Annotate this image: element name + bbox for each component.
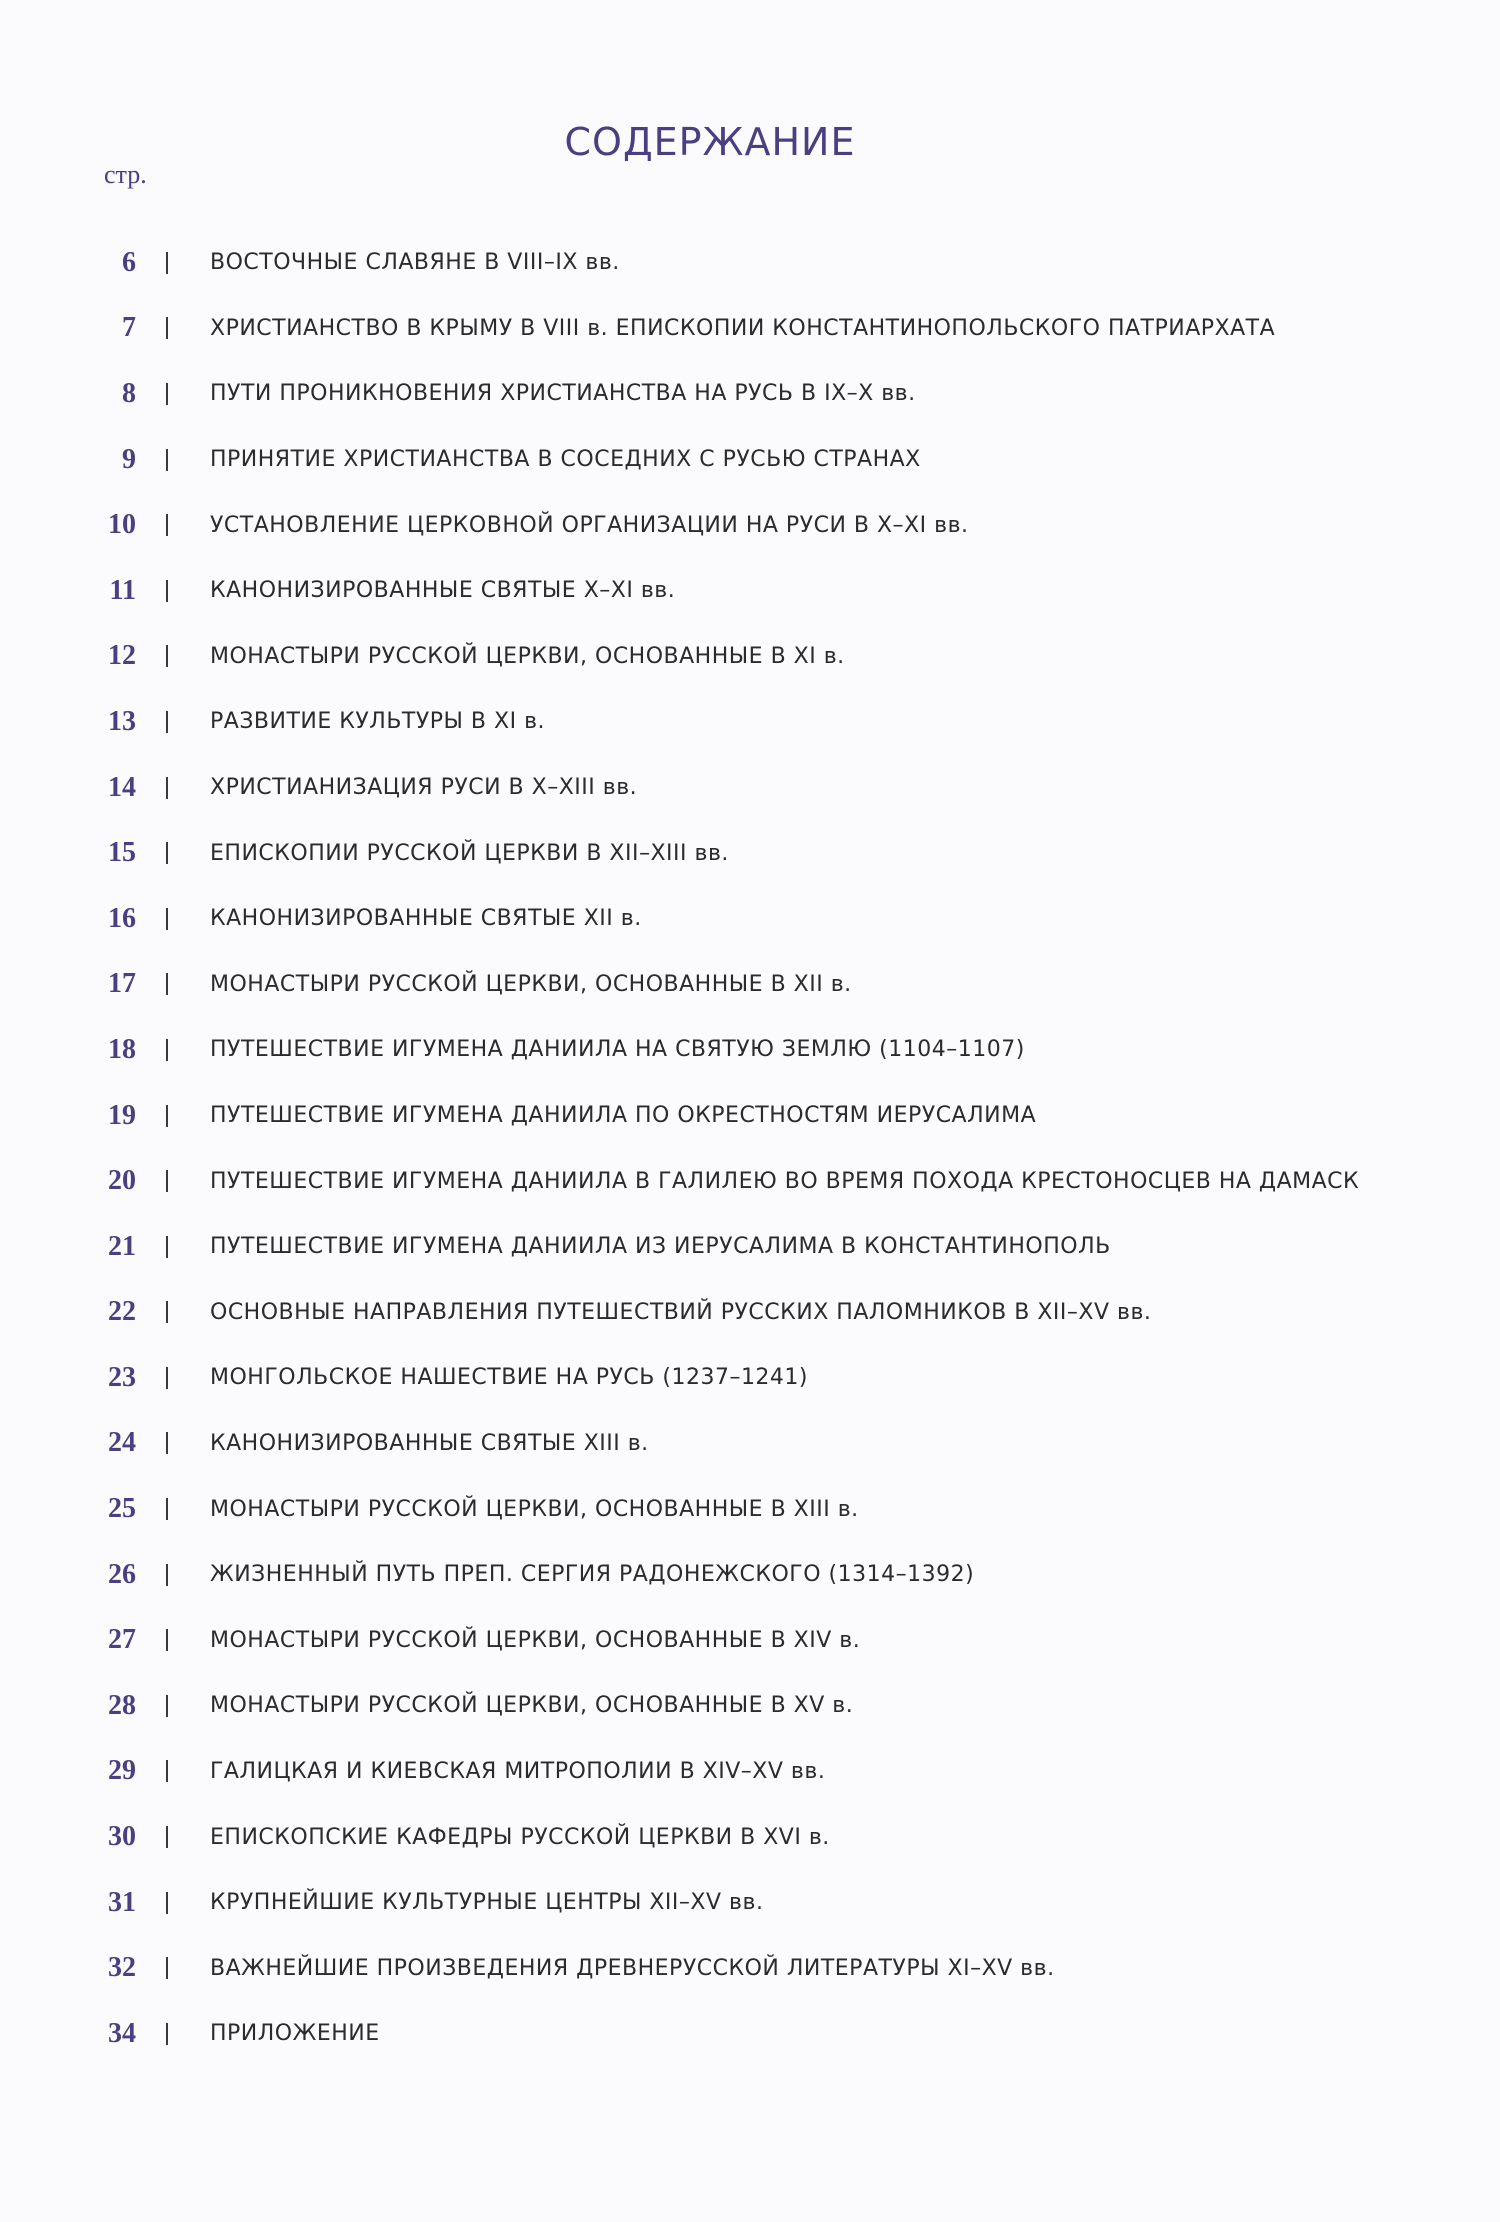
toc-page-number: 8 — [122, 377, 136, 409]
toc-page-number: 10 — [108, 509, 136, 541]
toc-entry[interactable] — [0, 1607, 1500, 1673]
toc-page-number: 23 — [108, 1361, 136, 1393]
separator-bar — [166, 2023, 168, 2045]
separator-bar — [166, 252, 168, 274]
toc-entry[interactable] — [0, 1017, 1500, 1083]
toc-page-number: 31 — [108, 1886, 136, 1918]
separator-bar — [166, 1629, 168, 1651]
toc-title: ВОСТОЧНЫЕ СЛАВЯНЕ В VIII–IX вв. — [210, 250, 620, 276]
separator-bar — [166, 1301, 168, 1323]
toc-title: ВАЖНЕЙШИЕ ПРОИЗВЕДЕНИЯ ДРЕВНЕРУССКОЙ ЛИТЕРАТУРЫ XI–XV вв. — [210, 1955, 1055, 1981]
toc-title: ПРИЛОЖЕНИЕ — [210, 2021, 380, 2047]
toc-page-number: 34 — [108, 2017, 136, 2049]
toc-title: МОНАСТЫРИ РУССКОЙ ЦЕРКВИ, ОСНОВАННЫЕ В XIII в. — [210, 1496, 859, 1522]
toc-entry[interactable] — [0, 427, 1500, 493]
toc-title: КАНОНИЗИРОВАННЫЕ СВЯТЫЕ X–XI вв. — [210, 578, 676, 604]
toc-page-number: 14 — [108, 771, 136, 803]
toc-entry[interactable] — [0, 296, 1500, 362]
separator-bar — [166, 1564, 168, 1586]
toc-page-number: 18 — [108, 1033, 136, 1065]
toc-page-number: 15 — [108, 837, 136, 869]
toc-entry[interactable] — [0, 1739, 1500, 1805]
separator-bar — [166, 842, 168, 864]
page-title: СОДЕРЖАНИЕ — [564, 120, 856, 164]
toc-page-number: 24 — [108, 1427, 136, 1459]
toc-title: ОСНОВНЫЕ НАПРАВЛЕНИЯ ПУТЕШЕСТВИЙ РУССКИХ ПАЛОМНИКОВ В XII–XV вв. — [210, 1299, 1152, 1325]
toc-title: ЕПИСКОПИИ РУССКОЙ ЦЕРКВИ В XII–XIII вв. — [210, 840, 729, 866]
toc-title: ХРИСТИАНИЗАЦИЯ РУСИ В X–XIII вв. — [210, 775, 638, 801]
toc-entry[interactable] — [0, 624, 1500, 690]
toc-entry[interactable] — [0, 558, 1500, 624]
toc-page-number: 9 — [122, 443, 136, 475]
toc-title: УСТАНОВЛЕНИЕ ЦЕРКОВНОЙ ОРГАНИЗАЦИИ НА РУСИ В X–XI вв. — [210, 512, 969, 538]
toc-title: ХРИСТИАНСТВО В КРЫМУ В VIII в. ЕПИСКОПИИ КОНСТАНТИНОПОЛЬСКОГО ПАТРИАРХАТА — [210, 315, 1276, 341]
toc-title: МОНАСТЫРИ РУССКОЙ ЦЕРКВИ, ОСНОВАННЫЕ В XV в. — [210, 1693, 854, 1719]
toc-entry[interactable] — [0, 886, 1500, 952]
toc-title: КАНОНИЗИРОВАННЫЕ СВЯТЫЕ XIII в. — [210, 1430, 649, 1456]
toc-title: МОНАСТЫРИ РУССКОЙ ЦЕРКВИ, ОСНОВАННЫЕ В XII в. — [210, 971, 852, 997]
toc-entry[interactable] — [0, 1542, 1500, 1608]
separator-bar — [166, 1105, 168, 1127]
toc-entry[interactable] — [0, 820, 1500, 886]
toc-entry[interactable] — [0, 1148, 1500, 1214]
separator-bar — [166, 1892, 168, 1914]
toc-title: МОНГОЛЬСКОЕ НАШЕСТВИЕ НА РУСЬ (1237–1241) — [210, 1365, 809, 1391]
separator-bar — [166, 1432, 168, 1454]
toc-title: ПРИНЯТИЕ ХРИСТИАНСТВА В СОСЕДНИХ С РУСЬЮ СТРАНАХ — [210, 447, 921, 473]
toc-entry[interactable] — [0, 230, 1500, 296]
toc-page-number: 32 — [108, 1952, 136, 1984]
toc-title: ПУТЕШЕСТВИЕ ИГУМЕНА ДАНИИЛА В ГАЛИЛЕЮ ВО ВРЕМЯ ПОХОДА КРЕСТОНОСЦЕВ НА ДАМАСК — [210, 1168, 1360, 1194]
toc-page-number: 21 — [108, 1230, 136, 1262]
toc-page-number: 30 — [108, 1821, 136, 1853]
toc-page-number: 28 — [108, 1689, 136, 1721]
toc-title: КРУПНЕЙШИЕ КУЛЬТУРНЫЕ ЦЕНТРЫ XII–XV вв. — [210, 1890, 764, 1916]
separator-bar — [166, 777, 168, 799]
toc-page-number: 26 — [108, 1558, 136, 1590]
toc-title: МОНАСТЫРИ РУССКОЙ ЦЕРКВИ, ОСНОВАННЫЕ В XIV в. — [210, 1627, 861, 1653]
separator-bar — [166, 1760, 168, 1782]
toc-title: ПУТИ ПРОНИКНОВЕНИЯ ХРИСТИАНСТВА НА РУСЬ В IX–X вв. — [210, 381, 916, 407]
toc-entry[interactable] — [0, 361, 1500, 427]
toc-entry[interactable] — [0, 952, 1500, 1018]
toc-entry[interactable] — [0, 492, 1500, 558]
separator-bar — [166, 514, 168, 536]
toc-title: ЖИЗНЕННЫЙ ПУТЬ ПРЕП. СЕРГИЯ РАДОНЕЖСКОГО (1314–1392) — [210, 1562, 975, 1588]
toc-entry[interactable] — [0, 1214, 1500, 1280]
separator-bar — [166, 1695, 168, 1717]
toc-title: ЕПИСКОПСКИЕ КАФЕДРЫ РУССКОЙ ЦЕРКВИ В XVI в. — [210, 1824, 830, 1850]
toc-page-number: 6 — [122, 246, 136, 278]
toc-title: РАЗВИТИЕ КУЛЬТУРЫ В XI в. — [210, 709, 546, 735]
page-column-label: стр. — [104, 160, 147, 189]
toc-page-number: 13 — [108, 705, 136, 737]
separator-bar — [166, 580, 168, 602]
toc-page-number: 11 — [109, 574, 136, 606]
separator-bar — [166, 449, 168, 471]
toc-entry[interactable] — [0, 1804, 1500, 1870]
toc-title: ПУТЕШЕСТВИЕ ИГУМЕНА ДАНИИЛА НА СВЯТУЮ ЗЕМЛЮ (1104–1107) — [210, 1037, 1025, 1063]
separator-bar — [166, 1498, 168, 1520]
toc-title: КАНОНИЗИРОВАННЫЕ СВЯТЫЕ XII в. — [210, 906, 642, 932]
toc-page-number: 25 — [108, 1493, 136, 1525]
separator-bar — [166, 1236, 168, 1258]
toc-page-number: 20 — [108, 1165, 136, 1197]
toc-entry[interactable] — [0, 1935, 1500, 2001]
toc-title: ПУТЕШЕСТВИЕ ИГУМЕНА ДАНИИЛА ПО ОКРЕСТНОСТЯМ ИЕРУСАЛИМА — [210, 1103, 1037, 1129]
table-of-contents — [0, 230, 1500, 2067]
separator-bar — [166, 1826, 168, 1848]
toc-page-number: 7 — [122, 312, 136, 344]
toc-entry[interactable] — [0, 2001, 1500, 2067]
toc-entry[interactable] — [0, 1345, 1500, 1411]
toc-title: МОНАСТЫРИ РУССКОЙ ЦЕРКВИ, ОСНОВАННЫЕ В XI в. — [210, 643, 845, 669]
toc-entry[interactable] — [0, 755, 1500, 821]
toc-page-number: 17 — [108, 968, 136, 1000]
separator-bar — [166, 973, 168, 995]
separator-bar — [166, 908, 168, 930]
toc-page-number: 16 — [108, 902, 136, 934]
toc-entry[interactable] — [0, 1280, 1500, 1346]
toc-entry[interactable] — [0, 1083, 1500, 1149]
separator-bar — [166, 645, 168, 667]
separator-bar — [166, 317, 168, 339]
toc-entry[interactable] — [0, 1870, 1500, 1936]
separator-bar — [166, 383, 168, 405]
separator-bar — [166, 711, 168, 733]
toc-title: ГАЛИЦКАЯ И КИЕВСКАЯ МИТРОПОЛИИ В XIV–XV вв. — [210, 1758, 826, 1784]
separator-bar — [166, 1367, 168, 1389]
toc-entry[interactable] — [0, 1411, 1500, 1477]
toc-page-number: 22 — [108, 1296, 136, 1328]
toc-page-number: 12 — [108, 640, 136, 672]
separator-bar — [166, 1170, 168, 1192]
toc-entry[interactable] — [0, 1673, 1500, 1739]
toc-title: ПУТЕШЕСТВИЕ ИГУМЕНА ДАНИИЛА ИЗ ИЕРУСАЛИМА В КОНСТАНТИНОПОЛЬ — [210, 1234, 1111, 1260]
toc-page-number: 29 — [108, 1755, 136, 1787]
separator-bar — [166, 1039, 168, 1061]
separator-bar — [166, 1957, 168, 1979]
toc-entry[interactable] — [0, 689, 1500, 755]
toc-page-number: 27 — [108, 1624, 136, 1656]
toc-page-number: 19 — [108, 1099, 136, 1131]
toc-entry[interactable] — [0, 1476, 1500, 1542]
